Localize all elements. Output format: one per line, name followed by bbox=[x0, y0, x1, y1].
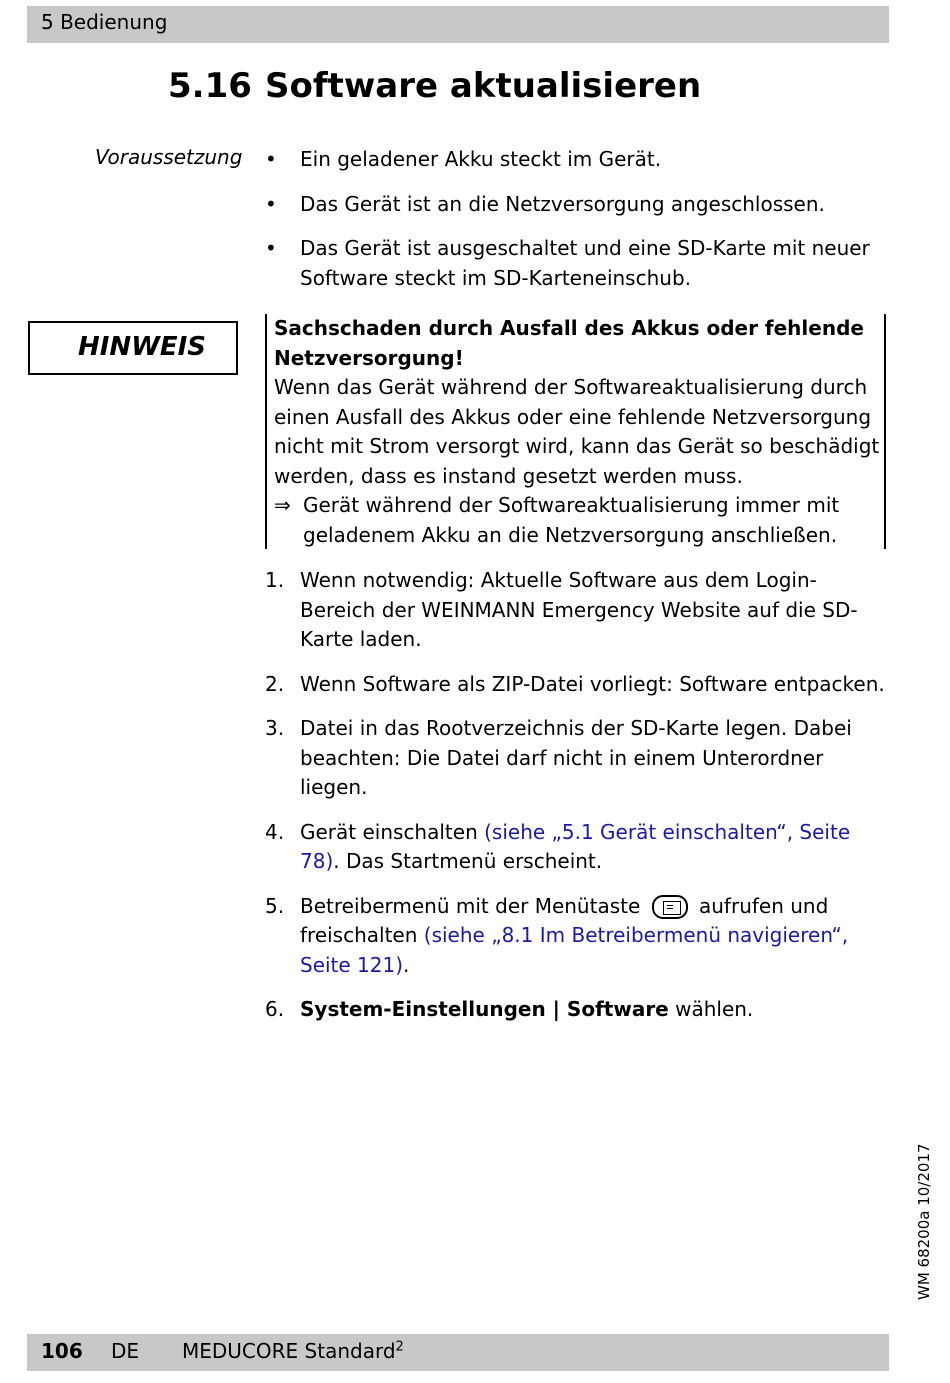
step-number: 2. bbox=[265, 671, 285, 696]
notice-action: ⇒ Gerät während der Softwareaktualisierung immer mit geladenem Akku an die Netzversorgung anschließen. bbox=[274, 493, 840, 547]
step-text: . bbox=[403, 952, 410, 977]
section-title: Software aktualisieren bbox=[265, 66, 702, 106]
prerequisite-label: Voraussetzung bbox=[95, 145, 243, 169]
step-item bbox=[265, 566, 885, 655]
cross-reference-link[interactable]: (siehe „5.1 Gerät einschalten“, Seite 78) bbox=[300, 819, 851, 873]
list-item: • Das Gerät ist an die Netzversorgung angeschlossen. bbox=[265, 190, 875, 220]
step-text: aufrufen und freischalten bbox=[300, 893, 829, 947]
steps-list bbox=[265, 566, 885, 1040]
step-item bbox=[265, 714, 885, 803]
footer-bar bbox=[27, 1334, 889, 1371]
step-text: Wenn Software als ZIP-Datei vorliegt: Software entpacken. bbox=[300, 671, 885, 696]
notice-heading: Sachschaden durch Ausfall des Akkus oder fehlende Netzversorgung! bbox=[274, 316, 864, 370]
notice-badge-label: HINWEIS bbox=[78, 332, 207, 362]
step-number: 1. bbox=[265, 568, 285, 592]
step-item bbox=[265, 670, 885, 700]
step-number: 3. bbox=[265, 716, 285, 740]
bullet-icon: • bbox=[265, 147, 277, 171]
language-code: DE bbox=[111, 1339, 140, 1363]
product-name: MEDUCORE Standard$^2$ bbox=[182, 1339, 404, 1363]
step-text: . Das Startmenü erscheint. bbox=[333, 849, 603, 873]
prerequisite-list bbox=[265, 145, 875, 308]
bullet-icon: • bbox=[265, 236, 277, 260]
step-number: 6. bbox=[265, 997, 285, 1021]
menu-path: System-Einstellungen | Software bbox=[300, 997, 669, 1021]
list-item: • Das Gerät ist ausgeschaltet und eine SD-Karte mit neuer Software steckt im SD-Karteneinschub. bbox=[265, 236, 870, 290]
step-number: 4. bbox=[265, 819, 285, 844]
step-text: Betreibermenü mit der Menütaste bbox=[300, 893, 641, 918]
page-number: 106 bbox=[41, 1339, 83, 1363]
cross-reference-link[interactable]: (siehe „8.1 Im Betreibermenü navigieren“, Seite 121) bbox=[300, 923, 849, 977]
step-text: Wenn notwendig: Aktuelle Software aus dem Login-Bereich der WEINMANN Emergency Website auf die SD-Karte laden. bbox=[300, 568, 858, 651]
step-text: Gerät einschalten bbox=[300, 819, 485, 844]
section-number: 5.16 bbox=[168, 66, 252, 106]
step-number: 5. bbox=[265, 893, 285, 918]
menu-key-icon bbox=[652, 895, 688, 919]
document-id: WM 68200a 10/2017 bbox=[915, 1143, 933, 1300]
chapter-title: 5 Bedienung bbox=[41, 10, 168, 34]
notice-box bbox=[265, 314, 886, 549]
step-item bbox=[265, 892, 885, 981]
list-item: • Ein geladener Akku steckt im Gerät. bbox=[265, 145, 875, 175]
notice-badge bbox=[28, 321, 238, 375]
step-item bbox=[265, 995, 885, 1025]
notice-body: Wenn das Gerät während der Softwareaktualisierung durch einen Ausfall des Akkus oder eine fehlende Netzversorgung nicht mit Strom versorgt wird, kann das Gerät so beschädigt werden, dass es instand gesetzt werden muss. bbox=[274, 375, 880, 488]
step-text: wählen. bbox=[668, 997, 754, 1021]
arrow-right-icon: ⇒ bbox=[274, 493, 291, 517]
step-text: Datei in das Rootverzeichnis der SD-Karte legen. Dabei beachten: Die Datei darf nicht in einem Unterordner liegen. bbox=[300, 716, 852, 799]
bullet-icon: • bbox=[265, 191, 277, 216]
header-bar bbox=[27, 6, 889, 43]
step-item bbox=[265, 818, 885, 877]
